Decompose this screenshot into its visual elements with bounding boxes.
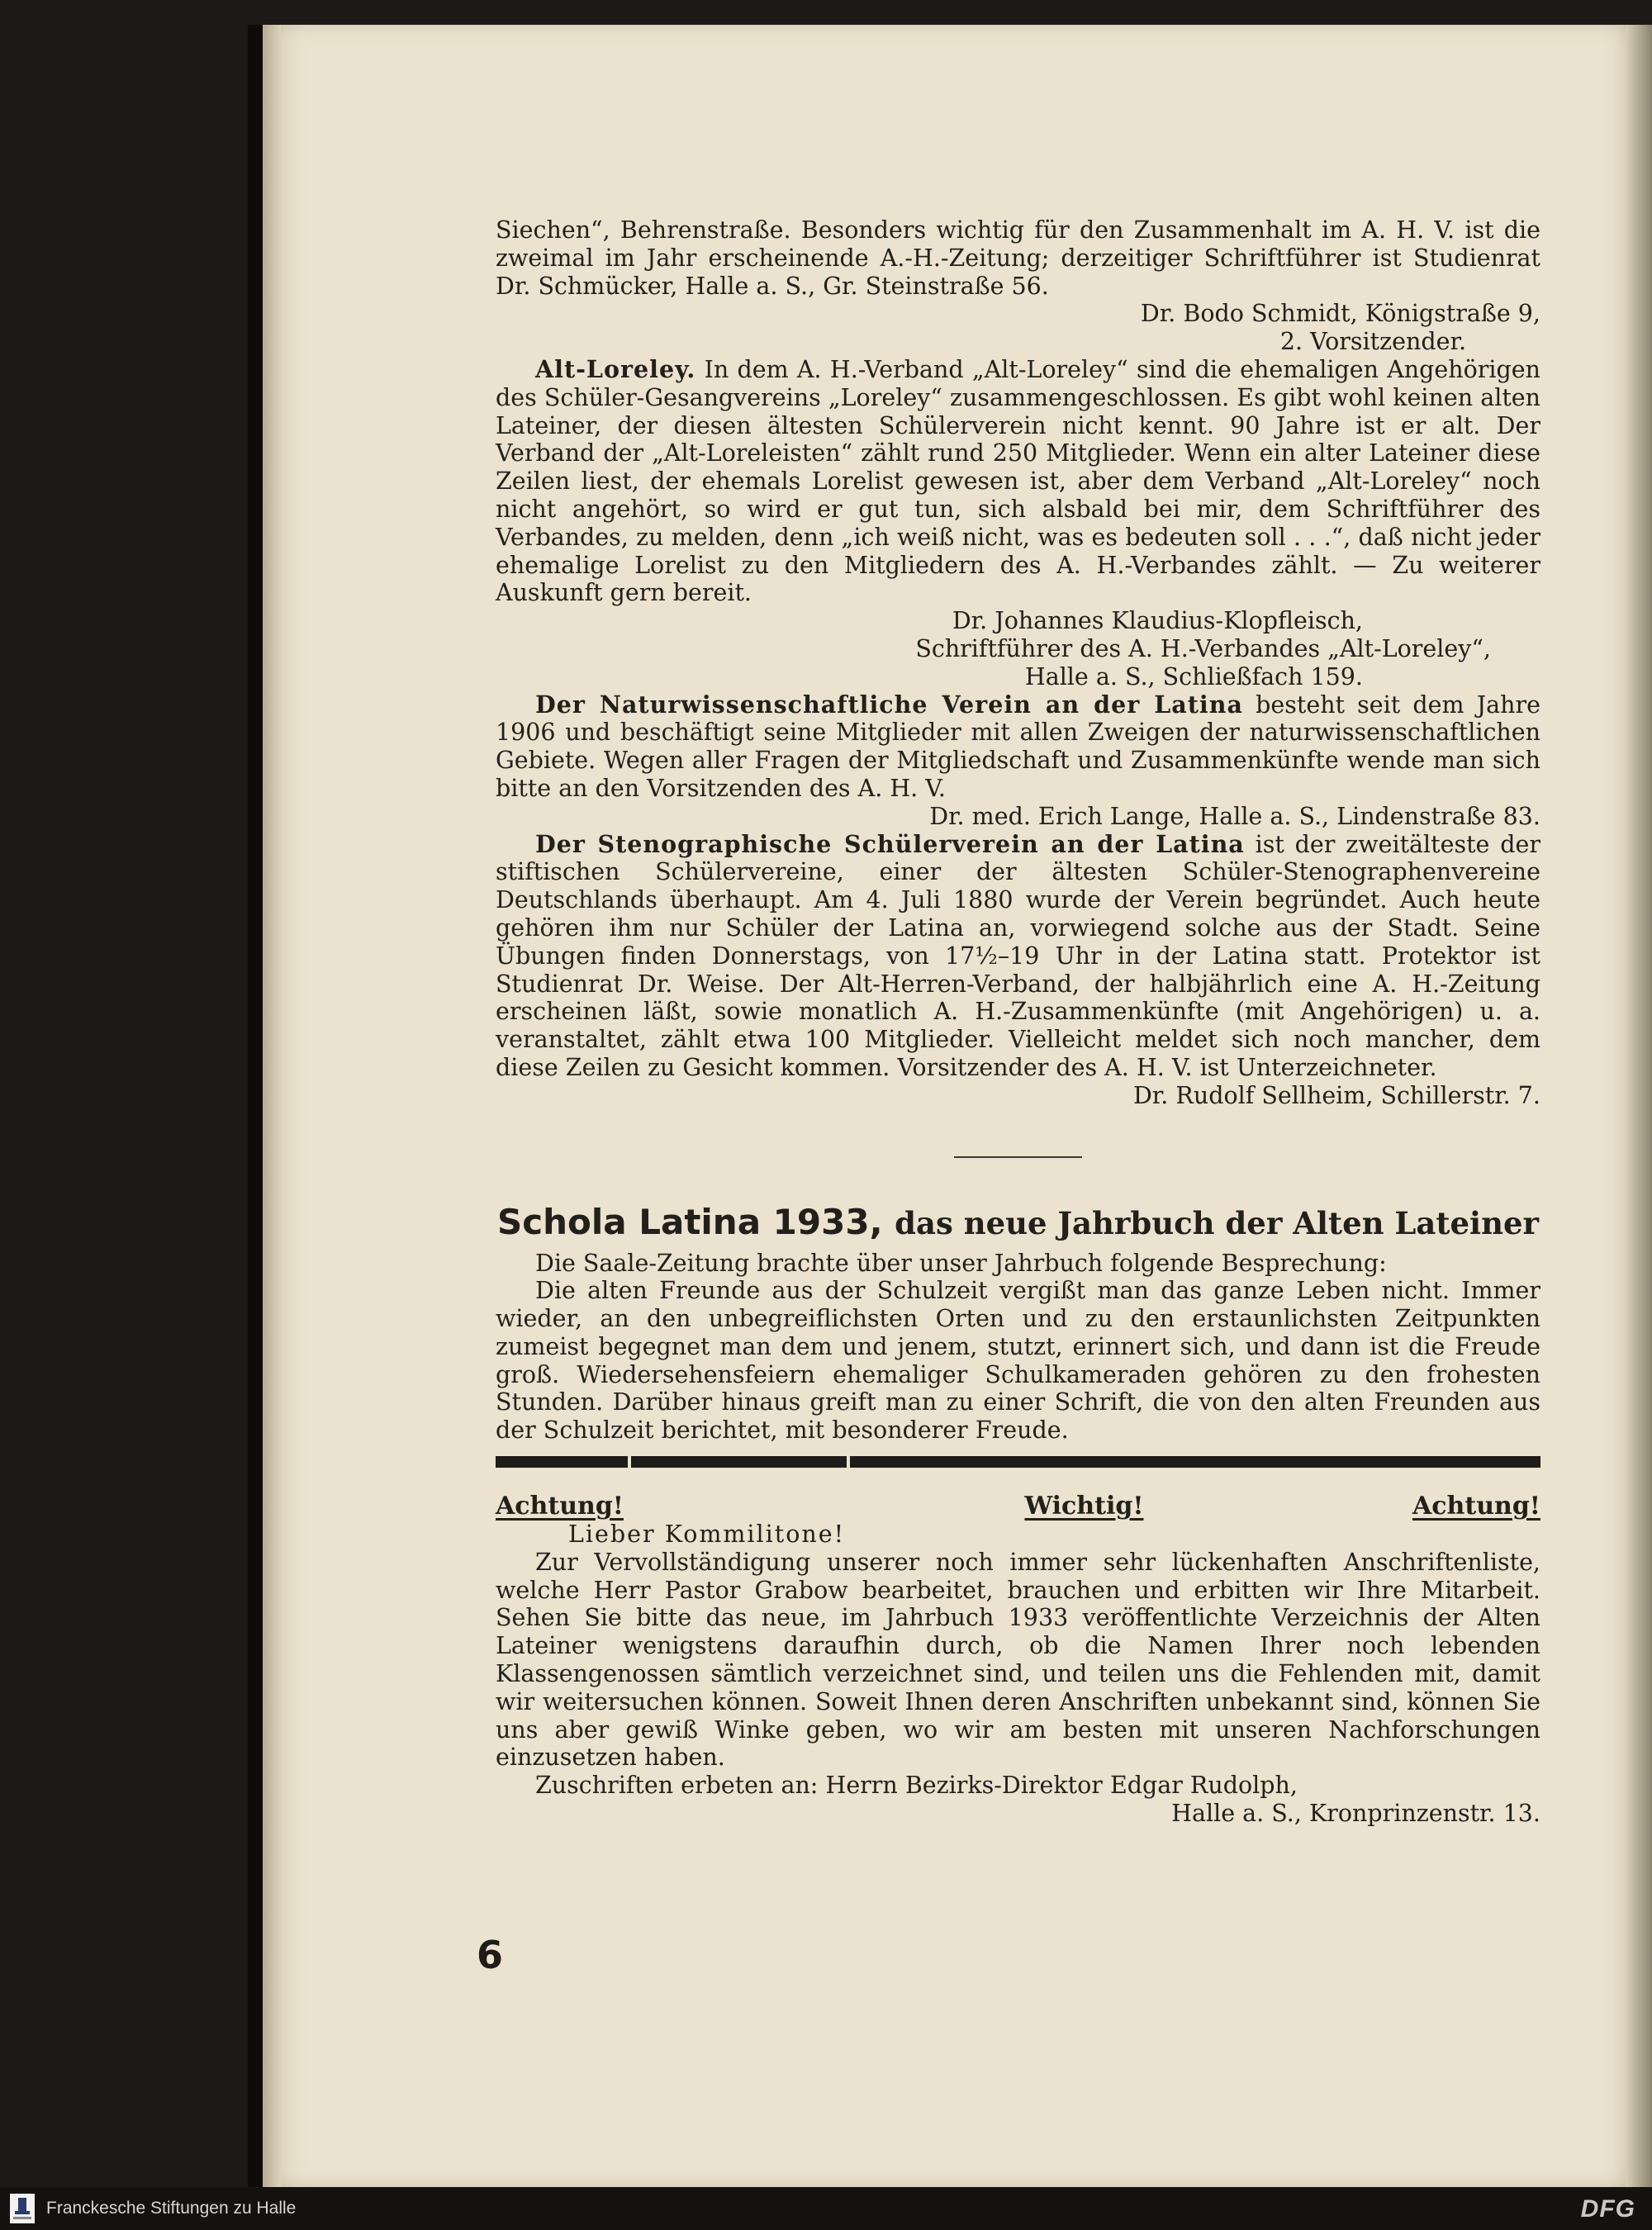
signature-lange: Dr. med. Erich Lange, Halle a. S., Lindenstraße 83. bbox=[929, 802, 1540, 830]
text-steno: ist der zweitälteste der stiftischen Schülervereine, einer der ältesten Schüler-Stenographenvereine Deutschlands überhaupt. Am 4. Juli 1880 wurde der Verein begründet. Auch heute gehören ihm nur Schüler der Latina an, vorwiegend solche aus der Stadt. Seine Übungen finden Donnerstags, von 17½–19 Uhr in der Latina statt. Protektor ist Studienrat Dr. Weise. Der Alt-Herren-Verband, der halbjährlich eine A. H.-Zeitung erscheinen läßt, sowie monatlich A. H.-Zusammenkünfte (mit Angehörigen) u. a. veranstaltet, zählt etwa 100 Mitglieder. Vielleicht meldet sich noch mancher, dem diese Zeilen zu Gesicht kommen. Vorsitzender des A. H. V. ist Unterzeichneter. bbox=[496, 830, 1540, 1081]
dfg-logo: DFG bbox=[1580, 2195, 1635, 2223]
text-naturwiss: besteht seit dem Jahre 1906 und beschäftigt seine Mitglieder mit allen Zweigen der naturwissenschaftlichen Gebiete. Wegen aller Fragen der Mitgliedschaft und Zusammenkünfte wende man sich bitte an den Vorsitzenden des A. H. V. bbox=[496, 690, 1540, 802]
schola-title-sub: das neue Jahrbuch der Alten Lateiner bbox=[895, 1204, 1540, 1241]
page-right-edge bbox=[1626, 25, 1652, 2187]
institution-logo-icon bbox=[10, 2194, 35, 2223]
signature-bodo-role: 2. Vorsitzender. bbox=[1279, 328, 1466, 356]
schola-title bbox=[496, 1201, 1540, 1245]
signature-sellheim: Dr. Rudolf Sellheim, Schillerstr. 7. bbox=[1132, 1081, 1540, 1109]
heading-steno: Der Stenographische Schülerverein an der Latina bbox=[535, 829, 1245, 858]
flag-achtung-left: Achtung! bbox=[496, 1492, 624, 1521]
schola-title-main: Schola Latina 1933, bbox=[496, 1201, 883, 1242]
text-alt-loreley: In dem A. H.-Verband „Alt-Loreley“ sind die ehemaligen Angehörigen des Schüler-Gesangvereins „Loreley“ zusammengeschlossen. Es gibt wohl keinen alten Lateiner, der diesen ältesten Schülerverein nicht kennt. 90 Jahre ist er alt. Der Verband der „Alt-Loreleisten“ zählt rund 250 Mitglieder. Wenn ein alter Lateiner diese Zeilen liest, der ehemals Lorelist gewesen ist, aber dem Verband „Alt-Loreley“ noch nicht angehört, so wird er gut tun, sich alsbald bei mir, dem Schriftführer des Verbandes, zu melden, denn „ich weiß nicht, was es bedeuten soll . . .“, daß nicht jeder ehemalige Lorelist zu den Mitgliedern des A. H.-Verbandes zählt. — Zu weiterer Auskunft gern bereit. bbox=[496, 355, 1540, 607]
paragraph-alt-loreley bbox=[496, 356, 1540, 607]
signature-klopfleisch: Dr. Johannes Klaudius-Klopfleisch, bbox=[952, 607, 1363, 635]
notice-flags bbox=[496, 1478, 1540, 1521]
signature-klopfleisch-role: Schriftführer des A. H.-Verbandes „Alt-Loreley“, bbox=[915, 634, 1491, 662]
signature-bodo-schmidt: Dr. Bodo Schmidt, Königstraße 9, bbox=[1140, 300, 1540, 328]
section-divider bbox=[954, 1156, 1082, 1158]
notice-body: Zur Vervollständigung unserer noch immer sehr lückenhaften Anschriftenliste, welche Herr Pastor Grabow bearbeitet, brauchen und erbitten wir Ihre Mitarbeit. Sehen Sie bitte das neue, im Jahrbuch 1933 veröffentlichte Verzeichnis der Alten Lateiner wenigstens daraufhin durch, ob die Namen Ihrer noch lebenden Klassengenossen sämtlich verzeichnet sind, und teilen uns die Fehlenden mit, damit wir weitersuchen können. Soweit Ihnen deren Anschriften unbekannt sind, können Sie uns aber gewiß Winke geben, wo wir am besten mit unseren Nachforschungen einzusetzen haben. bbox=[496, 1548, 1540, 1772]
heading-naturwiss: Der Naturwissenschaftliche Verein an der Latina bbox=[535, 690, 1243, 719]
notice-address-line1: Zuschriften erbeten an: Herrn Bezirks-Direktor Edgar Rudolph, bbox=[535, 1772, 1298, 1800]
signature-klopfleisch-address: Halle a. S., Schließfach 159. bbox=[1024, 662, 1363, 690]
flag-wichtig: Wichtig! bbox=[1024, 1492, 1144, 1521]
notice-greeting: Lieber Kommilitone! bbox=[568, 1521, 846, 1549]
page-content bbox=[496, 216, 1540, 1828]
notice-address-line2: Halle a. S., Kronprinzenstr. 13. bbox=[1171, 1800, 1540, 1828]
notice-bar bbox=[496, 1456, 1540, 1468]
schola-intro: Die Saale-Zeitung brachte über unser Jahrbuch folgende Besprechung: bbox=[535, 1249, 1387, 1277]
paragraph-steno bbox=[496, 831, 1540, 1082]
institution-name: Franckesche Stiftungen zu Halle bbox=[46, 2199, 297, 2218]
page-gutter bbox=[263, 25, 281, 2187]
page-number: 6 bbox=[477, 1933, 504, 1977]
flag-achtung-right: Achtung! bbox=[1412, 1492, 1540, 1521]
paragraph-naturwiss bbox=[496, 691, 1540, 803]
heading-alt-loreley: Alt-Loreley. bbox=[535, 354, 696, 383]
notice-bar-gap bbox=[628, 1456, 631, 1468]
paragraph-siechen: Siechen“, Behrenstraße. Besonders wichtig für den Zusammenhalt im A. H. V. ist die zweimal im Jahr erscheinende A.-H.-Zeitung; derzeitiger Schriftführer ist Studienrat Dr. Schmücker, Halle a. S., Gr. Steinstraße 56. bbox=[496, 216, 1540, 300]
schola-quote: Die alten Freunde aus der Schulzeit vergißt man das ganze Leben nicht. Immer wieder, an den unbegreiflichsten Orten und zu den erstaunlichsten Zeitpunkten zumeist begegnet man dem und jenem, stutzt, erinnert sich, und dann ist die Freude groß. Wiedersehensfeiern ehemaliger Schulkameraden gehören zu den frohesten Stunden. Darüber hinaus greift man zu einer Schrift, die von den alten Freunden aus der Schulzeit berichtet, mit besonderer Freude. bbox=[496, 1277, 1540, 1445]
notice-bar-gap bbox=[847, 1456, 850, 1468]
